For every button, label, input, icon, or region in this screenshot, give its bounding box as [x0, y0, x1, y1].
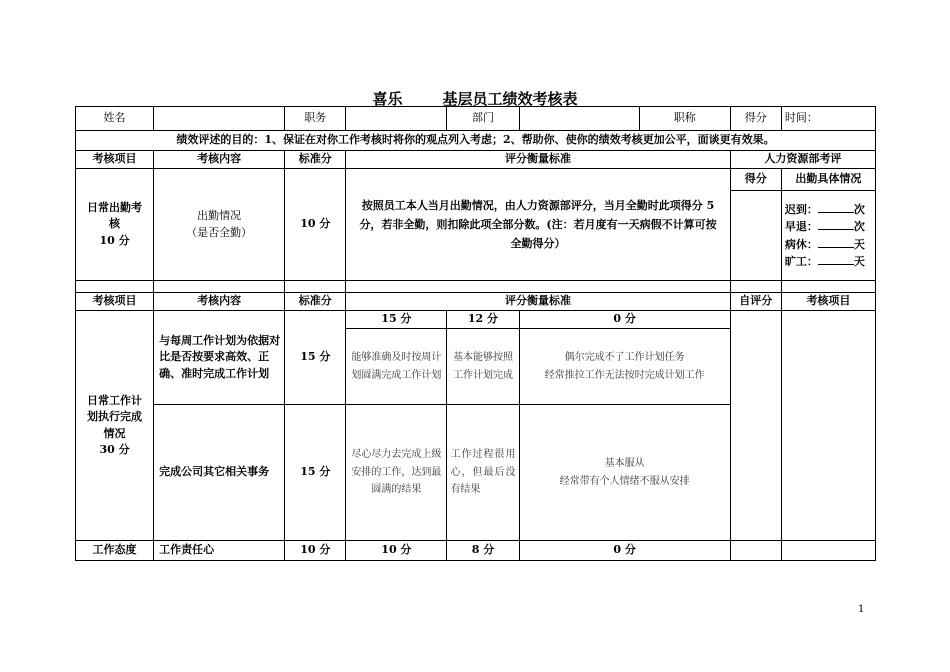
- time-label[interactable]: 时间：: [781, 107, 875, 131]
- attendance-std: 10 分: [285, 169, 346, 281]
- s1-col-content: 考核内容: [154, 151, 285, 169]
- s1-col-item: 考核项目: [76, 151, 154, 169]
- dept-value-cell[interactable]: [519, 107, 639, 131]
- s1-col-hr: 人力资源部考评: [730, 151, 875, 169]
- level-12: 12 分: [447, 311, 519, 329]
- hr-score-cell[interactable]: [730, 191, 781, 281]
- s2-col-item: 考核项目: [76, 293, 154, 311]
- absent-line[interactable]: 旷工： 天: [784, 254, 865, 268]
- purpose-row: [76, 131, 876, 151]
- section2-header-row: [76, 293, 876, 311]
- plan-row2-c0: [519, 405, 730, 541]
- plan-row2-c0-line2: 经常带有个人情绪不服从安排: [559, 475, 690, 487]
- name-value-cell[interactable]: [154, 107, 285, 131]
- plan-item-line1: 日常工作计: [87, 393, 143, 407]
- sick-line[interactable]: 病休： 天: [784, 237, 865, 251]
- attitude-self-cell[interactable]: [730, 541, 781, 561]
- late-line[interactable]: 迟到： 次: [784, 203, 865, 217]
- plan-row1-std: 15 分: [285, 311, 346, 405]
- plan-row1-content: 与每周工作计划为依据对比是否按要求高效、正确、准时完成工作计划: [154, 311, 285, 405]
- hr-score-label: 得分: [730, 169, 781, 191]
- level-15: 15 分: [346, 311, 447, 329]
- company-name: 喜乐: [372, 90, 403, 108]
- s2-col-item2: 考核项目: [781, 293, 875, 311]
- page-number: 1: [858, 604, 865, 615]
- plan-row2-content: 完成公司其它相关事务: [154, 405, 285, 541]
- self-score-cell[interactable]: [730, 311, 781, 541]
- appraisal-table: [75, 106, 876, 561]
- s2-col-content: 考核内容: [154, 293, 285, 311]
- s2-col-self: 自评分: [730, 293, 781, 311]
- attendance-content: [154, 169, 285, 281]
- attitude-item2-cell[interactable]: [781, 541, 875, 561]
- section1-header-row: [76, 151, 876, 169]
- s2-col-criteria: 评分衡量标准: [346, 293, 730, 311]
- position-value-cell[interactable]: [346, 107, 447, 131]
- attendance-content-line2: （是否全勤）: [186, 225, 253, 239]
- plan-row2-std: 15 分: [285, 405, 346, 541]
- info-row: [76, 107, 876, 131]
- attitude-level-high: 10 分: [346, 541, 447, 561]
- attendance-detail-cell: [781, 191, 875, 281]
- plan-row2-c15: 尽心尽力去完成上级安排的工作，达到最圆满的结果: [346, 405, 447, 541]
- hr-detail-label: 出勤具体情况: [781, 169, 875, 191]
- attitude-content: 工作责任心: [154, 541, 285, 561]
- attendance-criteria-text: 按照员工本人当月出勤情况，由人力资源部评分，当月全勤时此项得分 5 分，若非全勤，则扣除此项全部分数。(注：若月度有一天病假不计算可按全勤得分）: [359, 198, 717, 251]
- attendance-row-top: [76, 169, 876, 191]
- plan-row2-c12: 工作过程很用心，但最后没有结果: [447, 405, 519, 541]
- form-heading: 基层员工绩效考核表: [442, 90, 578, 108]
- attendance-item: [76, 169, 154, 281]
- attitude-std: 10 分: [285, 541, 346, 561]
- item2-cell[interactable]: [781, 311, 875, 541]
- attendance-item-points: 10 分: [99, 233, 130, 247]
- plan-row1-c0: [519, 329, 730, 405]
- dept-label: 部门: [447, 107, 519, 131]
- attendance-content-line1: 出勤情况: [197, 209, 242, 222]
- plan-row1-c0-line2: 经常推拉工作无法按时完成计划工作: [544, 369, 705, 381]
- plan-item-line3: 情况: [103, 426, 126, 440]
- attitude-row: [76, 541, 876, 561]
- score-label: 得分: [730, 107, 781, 131]
- plan-row1-c15: 能够准确及时按周计划圆满完成工作计划: [346, 329, 447, 405]
- plan-item: [76, 311, 154, 541]
- plan-item-points: 30 分: [99, 443, 130, 456]
- position-label: 职务: [285, 107, 346, 131]
- spacer-row: [76, 281, 876, 293]
- attendance-item-line2: 核: [109, 217, 121, 231]
- s2-col-std: 标准分: [285, 293, 346, 311]
- attitude-level-mid: 8 分: [447, 541, 519, 561]
- plan-item-line2: 划执行完成: [87, 410, 143, 423]
- section2-levels-row: [76, 311, 876, 329]
- plan-row2-c0-line1: 基本服从: [604, 458, 645, 469]
- plan-row1-c12: 基本能够按照工作计划完成: [447, 329, 519, 405]
- plan-row1-c0-line1: 偶尔完成不了工作计划任务: [564, 352, 685, 363]
- attitude-level-low: 0 分: [519, 541, 730, 561]
- name-label: 姓名: [76, 107, 154, 131]
- early-line[interactable]: 早退： 次: [784, 220, 865, 234]
- attendance-item-line1: 日常出勤考: [87, 200, 143, 214]
- s1-col-criteria: 评分衡量标准: [346, 151, 730, 169]
- rank-label: 职称: [639, 107, 730, 131]
- attendance-criteria: [346, 169, 730, 281]
- attitude-item: 工作态度: [76, 541, 154, 561]
- level-0: 0 分: [519, 311, 730, 329]
- purpose-text: 绩效评述的目的：1、保证在对你工作考核时将你的观点列入考虑；2、帮助你、使你的绩效考核更加公平，面谈更有效果。: [76, 131, 876, 151]
- s1-col-std: 标准分: [285, 151, 346, 169]
